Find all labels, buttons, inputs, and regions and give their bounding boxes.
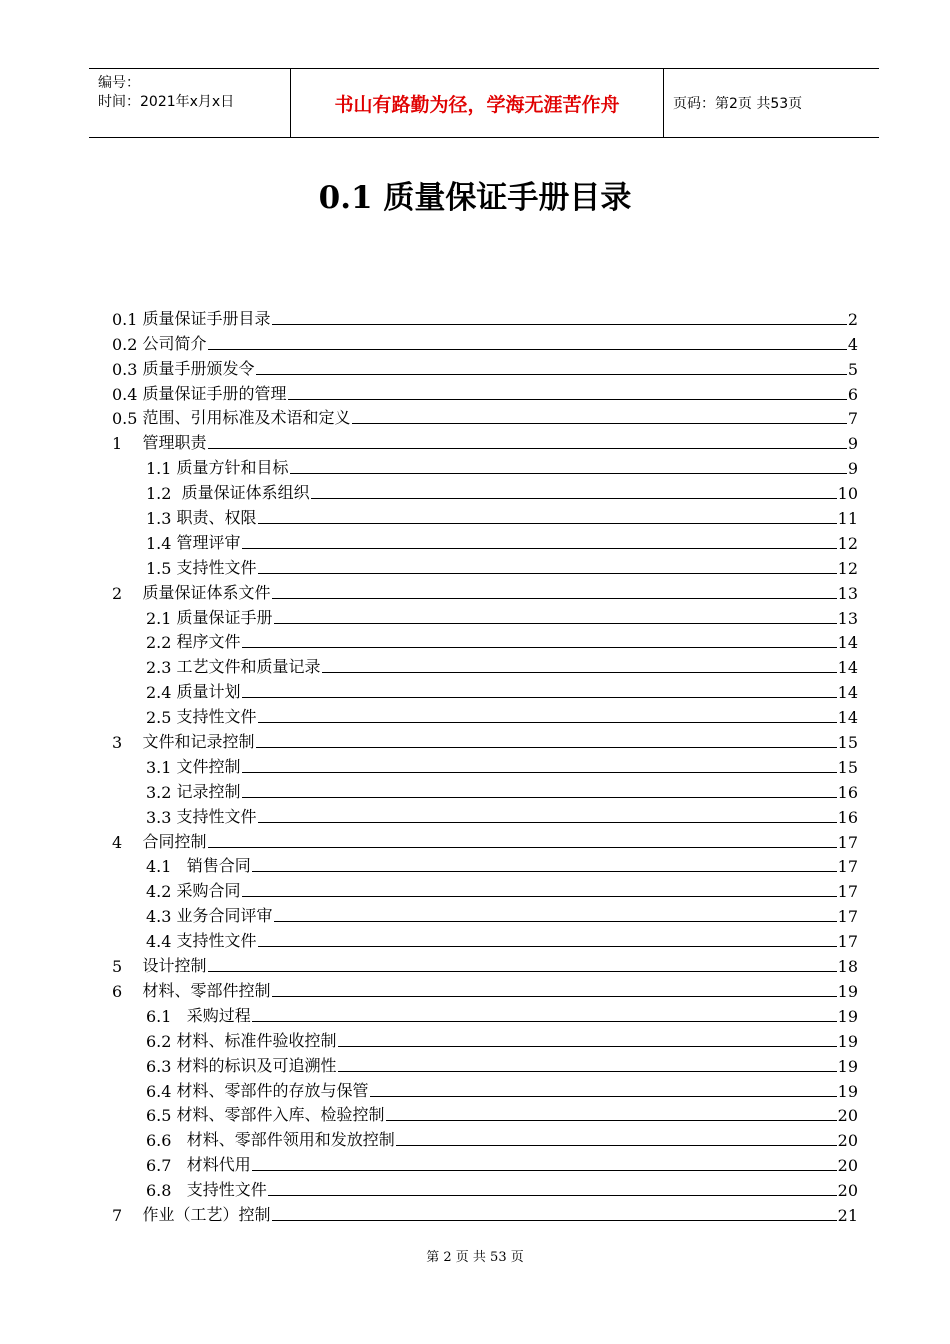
toc-leader-line	[252, 1170, 837, 1171]
toc-entry-number: 6.4	[146, 1081, 172, 1101]
toc-entry-number: 5	[112, 957, 123, 977]
toc-entry[interactable]	[112, 1026, 858, 1051]
toc-entry-number: 3.1	[146, 757, 172, 777]
toc-entry-title: 支持性文件	[176, 806, 257, 826]
toc-entry-title: 公司简介	[142, 333, 207, 353]
toc-entry-number: 4.3	[146, 907, 172, 927]
toc-entry-title: 材料、零部件控制	[142, 980, 271, 1000]
toc-entry[interactable]	[112, 802, 858, 827]
toc-leader-line	[242, 896, 837, 897]
toc-entry-number: 6.6	[146, 1131, 172, 1151]
toc-leader-line	[242, 548, 837, 549]
toc-entry[interactable]	[112, 1125, 858, 1150]
toc-entry-number: 6.5	[146, 1106, 172, 1126]
toc-leader-line	[252, 871, 837, 872]
header-page-info	[664, 69, 879, 137]
toc-entry[interactable]	[112, 976, 858, 1001]
toc-entry-title: 程序文件	[176, 632, 241, 652]
toc-entry-title: 采购合同	[176, 881, 241, 901]
toc-leader-line	[208, 349, 847, 350]
toc-entry-page: 18	[837, 957, 858, 977]
toc-entry[interactable]	[112, 1076, 858, 1101]
toc-entry-number: 6	[112, 981, 123, 1001]
toc-entry-number: 0.2	[112, 334, 138, 354]
toc-entry[interactable]	[112, 1001, 858, 1026]
toc-entry-title: 销售合同	[176, 856, 251, 876]
toc-leader-line	[268, 1195, 837, 1196]
toc-entry[interactable]	[112, 677, 858, 702]
header-meta	[89, 69, 291, 137]
toc-entry-title: 职责、权限	[176, 508, 257, 528]
toc-leader-line	[272, 1220, 837, 1221]
toc-entry-title: 业务合同评审	[176, 906, 273, 926]
toc-entry-title: 支持性文件	[176, 1180, 267, 1200]
toc-entry[interactable]	[112, 578, 858, 603]
toc-entry-title: 合同控制	[142, 831, 207, 851]
toc-entry-page: 20	[837, 1131, 858, 1151]
toc-leader-line	[274, 921, 837, 922]
toc-entry[interactable]	[112, 1175, 858, 1200]
toc-entry[interactable]	[112, 951, 858, 976]
toc-leader-line	[208, 971, 837, 972]
toc-leader-line	[272, 598, 837, 599]
toc-entry-page: 10	[837, 484, 858, 504]
toc-entry-title: 质量保证体系文件	[142, 582, 271, 602]
toc-entry-number: 4.2	[146, 882, 172, 902]
toc-leader-line	[258, 523, 837, 524]
toc-leader-line	[242, 772, 837, 773]
toc-entry[interactable]	[112, 428, 858, 453]
toc-entry-title: 质量保证手册的管理	[142, 383, 287, 403]
toc-entry-title: 质量方针和目标	[176, 458, 289, 478]
toc-entry[interactable]	[112, 528, 858, 553]
toc-entry-title: 管理评审	[176, 532, 241, 552]
toc-entry-title: 材料、零部件入库、检验控制	[176, 1105, 385, 1125]
toc-entry-page: 13	[837, 608, 858, 628]
toc-entry-number: 2.2	[146, 633, 172, 653]
toc-leader-line	[288, 399, 847, 400]
toc-entry-title: 采购过程	[176, 1005, 251, 1025]
toc-entry-number: 0.5	[112, 409, 138, 429]
toc-entry-page: 2	[847, 309, 858, 329]
toc-entry-number: 2.1	[146, 608, 172, 628]
toc-entry[interactable]	[112, 503, 858, 528]
toc-entry-number: 6.8	[146, 1181, 172, 1201]
toc-entry-title: 质量保证手册	[176, 607, 273, 627]
toc-entry-number: 3	[112, 733, 123, 753]
toc-entry[interactable]	[112, 702, 858, 727]
toc-entry-page: 9	[847, 434, 858, 454]
toc-leader-line	[258, 573, 837, 574]
number-label: 编号：	[98, 75, 140, 91]
toc-leader-line	[272, 324, 847, 325]
toc-entry-number: 2.4	[146, 683, 172, 703]
toc-entry-page: 20	[837, 1156, 858, 1176]
toc-entry[interactable]	[112, 777, 858, 802]
toc-leader-line	[258, 822, 837, 823]
toc-entry[interactable]	[112, 404, 858, 429]
toc-entry[interactable]	[112, 1051, 858, 1076]
toc-entry-title: 支持性文件	[176, 557, 257, 577]
toc-entry-title: 支持性文件	[176, 931, 257, 951]
toc-leader-line	[352, 423, 847, 424]
toc-entry-number: 1	[112, 434, 123, 454]
toc-entry-title: 作业（工艺）控制	[142, 1204, 271, 1224]
toc-leader-line	[396, 1145, 837, 1146]
toc-entry[interactable]	[112, 1101, 858, 1126]
toc-entry-title: 材料、零部件领用和发放控制	[176, 1130, 395, 1150]
toc-entry-title: 质量保证手册目录	[142, 308, 271, 328]
time-label: 时间：2021年x月x日	[98, 94, 235, 110]
toc-leader-line	[370, 1096, 837, 1097]
toc-entry-page: 7	[847, 409, 858, 429]
toc-entry[interactable]	[112, 901, 858, 926]
toc-entry-page: 15	[837, 733, 858, 753]
toc-entry-title: 材料、标准件验收控制	[176, 1030, 337, 1050]
toc-entry-number: 1.2	[146, 484, 172, 504]
toc-entry-page: 19	[837, 981, 858, 1001]
toc-leader-line	[311, 498, 837, 499]
toc-entry-number: 0.4	[112, 384, 138, 404]
toc-entry[interactable]	[112, 329, 858, 354]
toc-entry-page: 6	[847, 384, 858, 404]
toc-entry[interactable]	[112, 478, 858, 503]
toc-leader-line	[252, 1021, 837, 1022]
toc-leader-line	[256, 374, 847, 375]
toc-leader-line	[258, 946, 837, 947]
toc-entry-page: 17	[837, 832, 858, 852]
header-motto: 书山有路勤为径，学海无涯苦作舟	[291, 69, 664, 137]
toc-leader-line	[274, 623, 837, 624]
toc-entry-number: 3.3	[146, 807, 172, 827]
toc-entry-page: 14	[837, 658, 858, 678]
toc-entry-title: 管理职责	[142, 433, 207, 453]
toc-entry-number: 4.1	[146, 857, 172, 877]
toc-entry-page: 17	[837, 907, 858, 927]
toc-entry[interactable]	[112, 926, 858, 951]
toc-entry-title: 文件控制	[176, 756, 241, 776]
toc-entry-number: 2	[112, 583, 123, 603]
toc-entry-page: 17	[837, 857, 858, 877]
toc-entry-title: 文件和记录控制	[142, 732, 255, 752]
toc-entry[interactable]	[112, 652, 858, 677]
toc-entry-title: 设计控制	[142, 956, 207, 976]
table-of-contents	[112, 304, 858, 1225]
toc-entry-page: 14	[837, 708, 858, 728]
toc-leader-line	[338, 1046, 837, 1047]
toc-entry-title: 质量保证体系组织	[176, 483, 310, 503]
toc-entry-page: 15	[837, 757, 858, 777]
toc-entry[interactable]	[112, 628, 858, 653]
toc-entry-number: 1.1	[146, 459, 172, 479]
toc-entry-number: 0.3	[112, 359, 138, 379]
toc-leader-line	[242, 797, 837, 798]
toc-entry[interactable]	[112, 876, 858, 901]
toc-entry-title: 材料、零部件的存放与保管	[176, 1080, 369, 1100]
toc-entry-page: 19	[837, 1031, 858, 1051]
toc-entry[interactable]	[112, 354, 858, 379]
page-info-text: 页码：第2页 共53页	[673, 96, 803, 112]
toc-leader-line	[208, 448, 847, 449]
page-header	[89, 68, 879, 138]
toc-entry-number: 7	[112, 1205, 123, 1225]
page-footer: 第 2 页 共 53 页	[426, 1250, 524, 1265]
toc-entry-title: 材料的标识及可追溯性	[176, 1055, 337, 1075]
toc-entry[interactable]	[112, 752, 858, 777]
toc-entry-page: 11	[837, 509, 858, 529]
toc-entry-page: 5	[847, 359, 858, 379]
toc-leader-line	[242, 647, 837, 648]
toc-entry-title: 材料代用	[176, 1155, 251, 1175]
toc-entry-number: 2.3	[146, 658, 172, 678]
toc-entry-page: 14	[837, 633, 858, 653]
toc-entry-page: 17	[837, 932, 858, 952]
toc-leader-line	[322, 672, 837, 673]
toc-entry[interactable]	[112, 379, 858, 404]
toc-entry-page: 17	[837, 882, 858, 902]
toc-entry[interactable]	[112, 553, 858, 578]
toc-entry-number: 1.3	[146, 509, 172, 529]
toc-entry-number: 6.7	[146, 1156, 172, 1176]
toc-entry-number: 1.5	[146, 558, 172, 578]
toc-entry-number: 6.1	[146, 1006, 172, 1026]
toc-leader-line	[338, 1071, 837, 1072]
toc-entry-title: 质量计划	[176, 682, 241, 702]
toc-entry-number: 6.3	[146, 1056, 172, 1076]
toc-entry[interactable]	[112, 603, 858, 628]
toc-entry-page: 12	[837, 533, 858, 553]
toc-entry-title: 支持性文件	[176, 707, 257, 727]
toc-entry[interactable]	[112, 304, 858, 329]
toc-entry-page: 16	[837, 807, 858, 827]
toc-leader-line	[242, 697, 837, 698]
toc-entry-page: 4	[847, 334, 858, 354]
toc-entry-number: 1.4	[146, 533, 172, 553]
toc-entry-number: 4.4	[146, 932, 172, 952]
toc-entry[interactable]	[112, 727, 858, 752]
toc-entry-page: 16	[837, 782, 858, 802]
toc-leader-line	[208, 847, 837, 848]
toc-entry-page: 12	[837, 558, 858, 578]
toc-entry-page: 13	[837, 583, 858, 603]
toc-entry-page: 19	[837, 1056, 858, 1076]
toc-leader-line	[256, 747, 837, 748]
toc-entry-number: 3.2	[146, 782, 172, 802]
toc-entry[interactable]	[112, 1150, 858, 1175]
toc-entry-page: 19	[837, 1006, 858, 1026]
toc-entry-number: 4	[112, 832, 123, 852]
toc-entry-number: 2.5	[146, 708, 172, 728]
toc-entry-title: 质量手册颁发令	[142, 358, 255, 378]
toc-entry-page: 21	[837, 1205, 858, 1225]
toc-leader-line	[386, 1120, 837, 1121]
toc-leader-line	[272, 996, 837, 997]
toc-entry-page: 19	[837, 1081, 858, 1101]
toc-entry[interactable]	[112, 1200, 858, 1225]
toc-entry-page: 20	[837, 1106, 858, 1126]
toc-entry-title: 记录控制	[176, 781, 241, 801]
toc-entry-title: 工艺文件和质量记录	[176, 657, 321, 677]
toc-entry-page: 14	[837, 683, 858, 703]
toc-entry-number: 6.2	[146, 1031, 172, 1051]
toc-entry[interactable]	[112, 453, 858, 478]
toc-entry-page: 9	[847, 459, 858, 479]
toc-entry[interactable]	[112, 852, 858, 877]
toc-leader-line	[290, 473, 847, 474]
page-title: 0.1 质量保证手册目录	[318, 180, 632, 216]
toc-entry-number: 0.1	[112, 309, 138, 329]
toc-entry-title: 范围、引用标准及术语和定义	[142, 408, 351, 428]
toc-leader-line	[258, 722, 837, 723]
toc-entry[interactable]	[112, 827, 858, 852]
toc-entry-page: 20	[837, 1181, 858, 1201]
